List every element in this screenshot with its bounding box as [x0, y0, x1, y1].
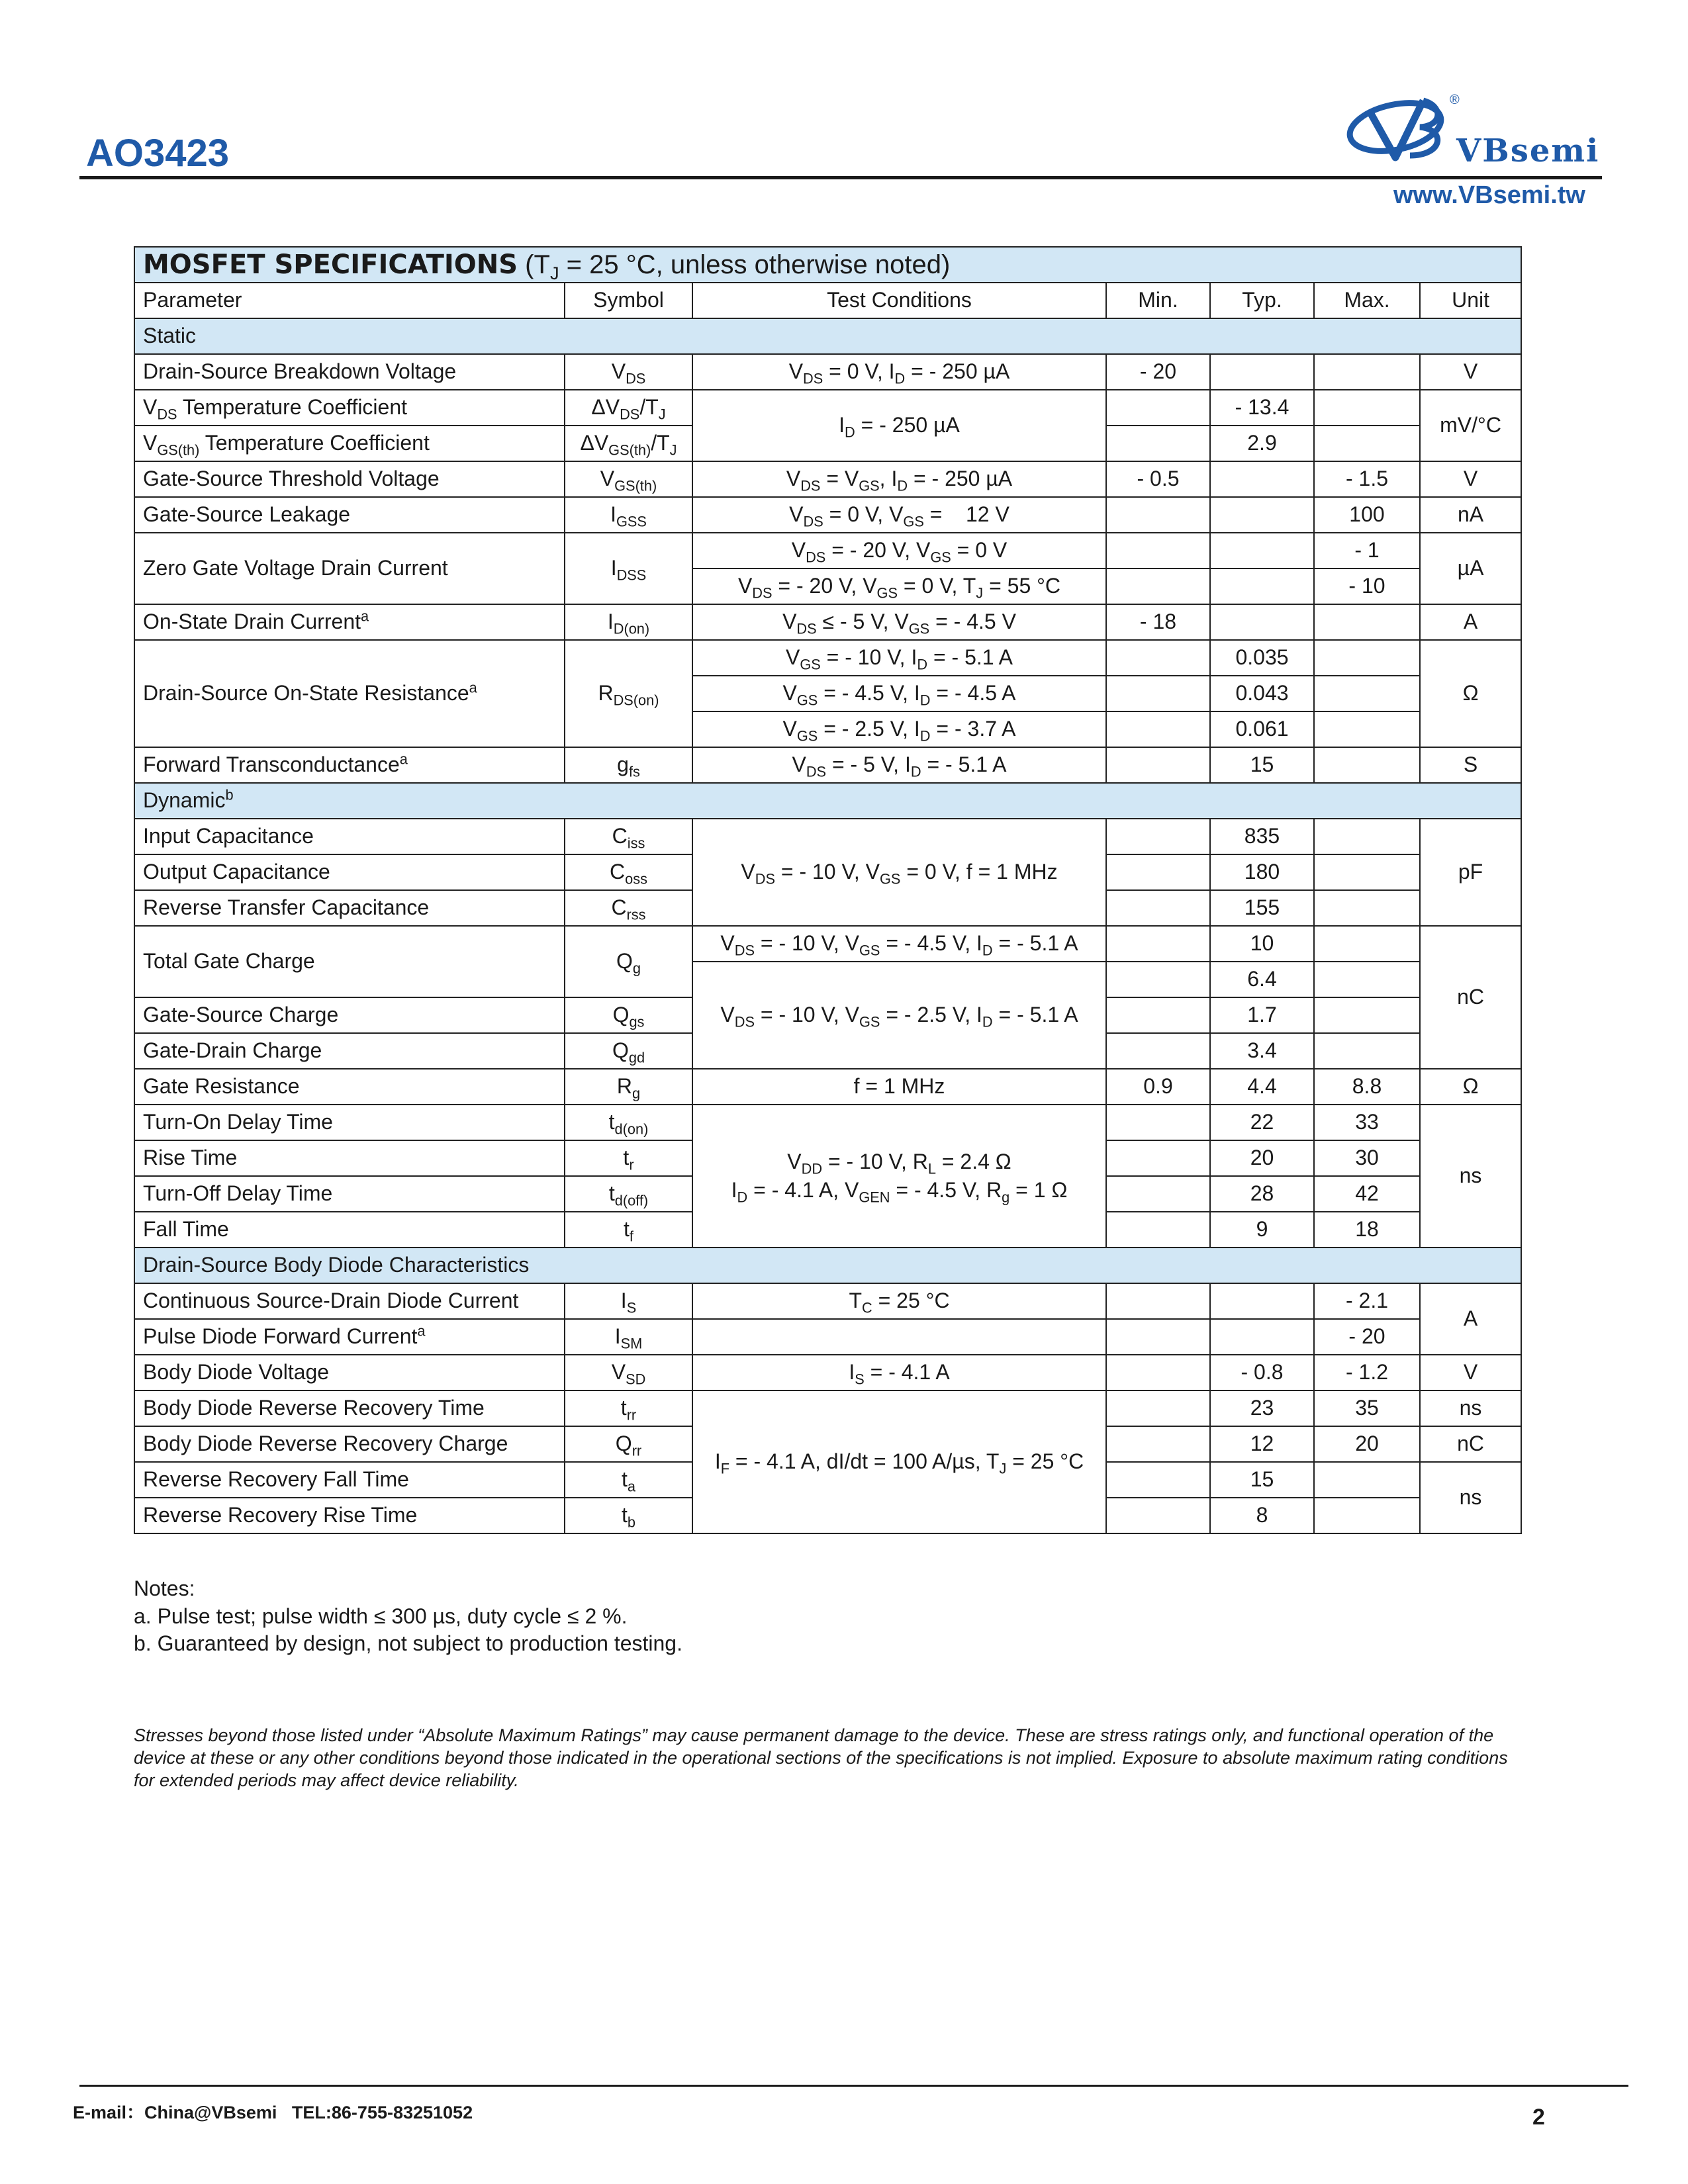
table-row: Reverse Recovery Fall Time $t_a$ 15 ns	[134, 1462, 1521, 1498]
footer-contact: E-mail：China@VBsemi TEL:86-755-83251052	[73, 2103, 473, 2122]
table-row: On-State Drain Current$^a$ $I_{D(on)}$ $V_{DS}$ ≤ - 5 V, $V_{GS}$ = - 4.5 V - 18 A	[134, 604, 1521, 640]
website-link[interactable]: www.VBsemi.tw	[1393, 181, 1585, 209]
table-row: Forward Transconductance$^a$ $g_{fs}$ $V_{DS}$ = - 5 V, $I_D$ = - 5.1 A 15 S	[134, 747, 1521, 783]
table-row: Zero Gate Voltage Drain Current $I_{DSS}$ $V_{DS}$ = - 20 V, $V_{GS} = 0$ V - 1 µA	[134, 533, 1521, 569]
table-row: Output Capacitance $C_{oss}$ 180	[134, 854, 1521, 890]
col-min: Min.	[1106, 283, 1210, 318]
table-row: Turn-Off Delay Time $t_{d(off)}$ 28 42	[134, 1176, 1521, 1212]
disclaimer: Stresses beyond those listed under “Absolute Maximum Ratings” may cause permanent damage to the device. These are stress ratings only, and functional operation of the device at these or any other conditions beyond those indicated in the operational sections of the specifications is not implied. Exposure to absolute maximum rating conditions for extended periods may affect device reliability.	[134, 1725, 1508, 1790]
table-title: MOSFET SPECIFICATIONS ($T_J = 25$ °C, unless otherwise noted)	[134, 247, 1521, 283]
notes	[134, 1575, 682, 1658]
note-a: a. Pulse test; pulse width ≤ 300 µs, duty cycle ≤ 2 %.	[134, 1604, 628, 1628]
registered-mark: ®	[1450, 93, 1460, 107]
table-row: Reverse Recovery Rise Time $t_b$ 8	[134, 1498, 1521, 1533]
col-test-conditions: Test Conditions	[692, 283, 1106, 318]
col-symbol: Symbol	[565, 283, 692, 318]
table-row: Rise Time $t_r$ 20 30	[134, 1140, 1521, 1176]
table-row: $V_{DS}$ = - 10 V, $V_{GS}$ = - 2.5 V, $I_D$ = - 5.1 A 6.4	[134, 962, 1521, 997]
section-dynamic: Dynamic$^b$	[134, 783, 1521, 819]
section-body-diode: Drain-Source Body Diode Characteristics	[134, 1248, 1521, 1283]
table-row: Gate-Source Charge $Q_{gs}$ 1.7	[134, 997, 1521, 1033]
table-title-row	[134, 247, 1521, 283]
table-row: $V_{DS}$ Temperature Coefficient $\Delta V_{DS}/T_J$ $I_D$ = - 250 µA - 13.4 mV/°C	[134, 390, 1521, 426]
table-row: Continuous Source-Drain Diode Current $I_S$ $T_C = 25$ °C - 2.1 A	[134, 1283, 1521, 1319]
table-row: Body Diode Voltage $V_{SD}$ $I_S$ = - 4.1 A - 0.8 - 1.2 V	[134, 1355, 1521, 1390]
mosfet-specifications-table	[134, 246, 1522, 1534]
table-row: Fall Time $t_f$ 9 18	[134, 1212, 1521, 1248]
part-number: AO3423	[86, 132, 230, 175]
table-row: $V_{GS(th)}$ Temperature Coefficient $\Delta V_{GS(th)}/T_J$ 2.9	[134, 426, 1521, 461]
table-row: Body Diode Reverse Recovery Time $t_{rr}$ $I_F$ = - 4.1 A, dI/dt = 100 A/µs, $T_J = 25$ °C 23 35 ns	[134, 1390, 1521, 1426]
col-typ: Typ.	[1210, 283, 1314, 318]
table-row: $V_{GS}$ = - 4.5 V, $I_D$ = - 4.5 A 0.043	[134, 676, 1521, 711]
table-row: Drain-Source Breakdown Voltage $V_{DS}$ $V_{DS} = 0$ V, $I_D$ = - 250 µA - 20 V	[134, 354, 1521, 390]
page-number: 2	[1532, 2105, 1545, 2130]
table-row: $V_{DS}$ = - 20 V, $V_{GS} = 0$ V, $T_J = 55$ °C - 10	[134, 569, 1521, 604]
section-static: Static	[134, 318, 1521, 354]
table-row: Drain-Source On-State Resistance$^a$ $R_{DS(on)}$ $V_{GS}$ = - 10 V, $I_D$ = - 5.1 A 0.035 Ω	[134, 640, 1521, 676]
col-parameter: Parameter	[134, 283, 565, 318]
table-row: Turn-On Delay Time $t_{d(on)}$ $V_{DD}$ = - 10 V, $R_L = 2.4$ Ω $I_D$ = - 4.1 A, $V_{GEN}$ = - 4.5 V, $R_g = 1$ Ω 22 33 ns	[134, 1105, 1521, 1140]
column-header-row	[134, 283, 1521, 318]
brand-name: VBsemi	[1456, 132, 1600, 169]
table-row: Input Capacitance $C_{iss}$ $V_{DS}$ = - 10 V, $V_{GS} = 0$ V, f = 1 MHz 835 pF	[134, 819, 1521, 854]
table-row: Pulse Diode Forward Current$^a$ $I_{SM}$ - 20	[134, 1319, 1521, 1355]
table-row: Gate-Source Threshold Voltage $V_{GS(th)}$ $V_{DS} = V_{GS}$, $I_D$ = - 250 µA - 0.5 - 1.5 V	[134, 461, 1521, 497]
table-row: Body Diode Reverse Recovery Charge $Q_{rr}$ 12 20 nC	[134, 1426, 1521, 1462]
footer-divider	[79, 2085, 1628, 2087]
table-row: Gate-Drain Charge $Q_{gd}$ 3.4	[134, 1033, 1521, 1069]
note-b: b. Guaranteed by design, not subject to production testing.	[134, 1631, 682, 1656]
col-max: Max.	[1314, 283, 1420, 318]
table-row: Reverse Transfer Capacitance $C_{rss}$ 155	[134, 890, 1521, 926]
table-row: $V_{GS}$ = - 2.5 V, $I_D$ = - 3.7 A 0.061	[134, 711, 1521, 747]
table-row: Gate Resistance $R_g$ f = 1 MHz 0.9 4.4 8.8 Ω	[134, 1069, 1521, 1105]
table-row: Total Gate Charge $Q_g$ $V_{DS}$ = - 10 V, $V_{GS}$ = - 4.5 V, $I_D$ = - 5.1 A 10 nC	[134, 926, 1521, 962]
notes-heading: Notes:	[134, 1576, 195, 1600]
col-unit: Unit	[1420, 283, 1521, 318]
table-row: Gate-Source Leakage $I_{GSS}$ $V_{DS} = 0$ V, $V_{GS}$ = 12 V 100 nA	[134, 497, 1521, 533]
